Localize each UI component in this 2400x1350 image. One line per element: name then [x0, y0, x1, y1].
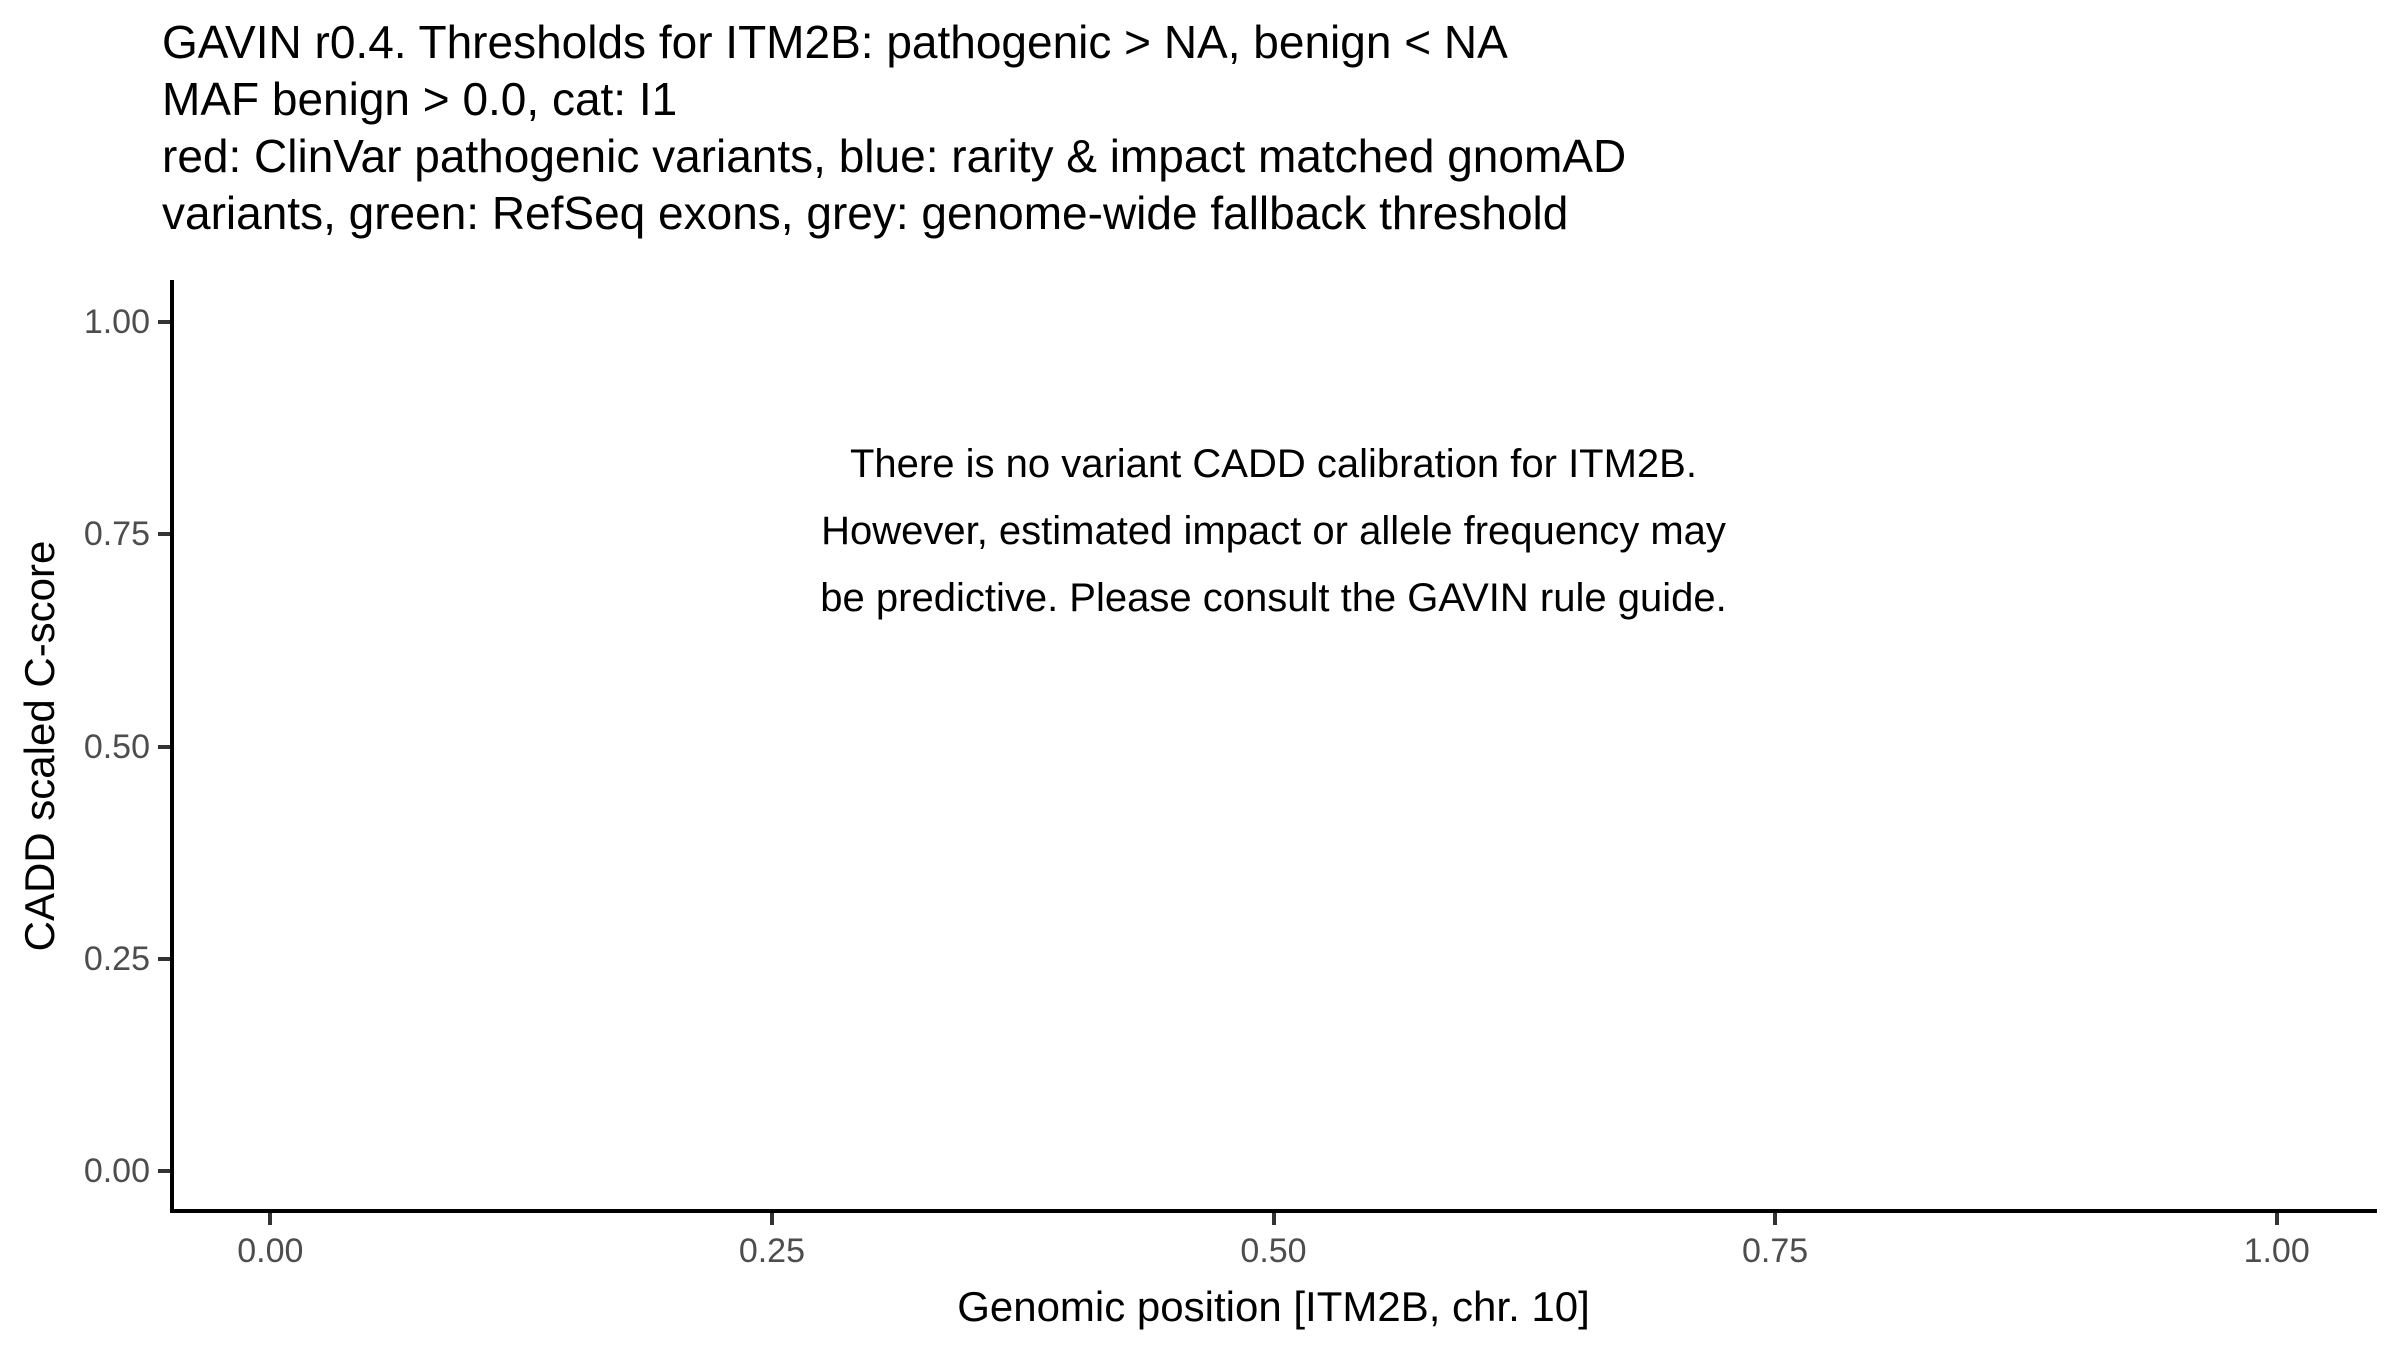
y-tick-label: 0.25: [83, 939, 150, 978]
annotation-line-2: However, estimated impact or allele frequency may: [821, 509, 1726, 553]
x-tick-label: 0.50: [1240, 1232, 1307, 1270]
x-tick-label: 0.25: [738, 1232, 805, 1270]
y-tick-label: 1.00: [83, 303, 150, 342]
plot-panel: [170, 280, 2377, 1213]
y-axis-title: CADD scaled C-score: [16, 540, 63, 952]
plot-title-line-2: MAF benign > 0.0, cat: I1: [162, 73, 678, 125]
no-calibration-annotation: [170, 431, 2377, 632]
x-tick-mark: [1272, 1213, 1276, 1225]
y-tick-label: 0.75: [83, 515, 150, 554]
x-tick-mark: [2275, 1213, 2279, 1225]
y-tick-mark: [158, 320, 170, 324]
y-tick-mark: [158, 532, 170, 536]
y-tick-mark: [158, 1169, 170, 1173]
x-tick-mark: [1773, 1213, 1777, 1225]
x-tick-mark: [268, 1213, 272, 1225]
x-axis-title: Genomic position [ITM2B, chr. 10]: [957, 1283, 1590, 1330]
y-tick-label: 0.00: [83, 1151, 150, 1190]
y-tick-mark: [158, 745, 170, 749]
plot-title-line-4: variants, green: RefSeq exons, grey: genome-wide fallback threshold: [162, 187, 1569, 239]
x-tick-label: 0.00: [237, 1232, 304, 1270]
x-tick-label: 1.00: [2243, 1232, 2310, 1270]
annotation-line-3: be predictive. Please consult the GAVIN rule guide.: [820, 576, 1727, 620]
x-tick-mark: [770, 1213, 774, 1225]
plot-title-line-3: red: ClinVar pathogenic variants, blue: rarity & impact matched gnomAD: [162, 130, 1627, 182]
plot-title-line-1: GAVIN r0.4. Thresholds for ITM2B: pathogenic > NA, benign < NA: [162, 16, 1508, 68]
plot-title: [162, 14, 1626, 242]
x-tick-label: 0.75: [1741, 1232, 1809, 1270]
y-tick-label: 0.50: [83, 727, 150, 766]
y-tick-mark: [158, 957, 170, 961]
annotation-line-1: There is no variant CADD calibration for ITM2B.: [850, 442, 1697, 486]
